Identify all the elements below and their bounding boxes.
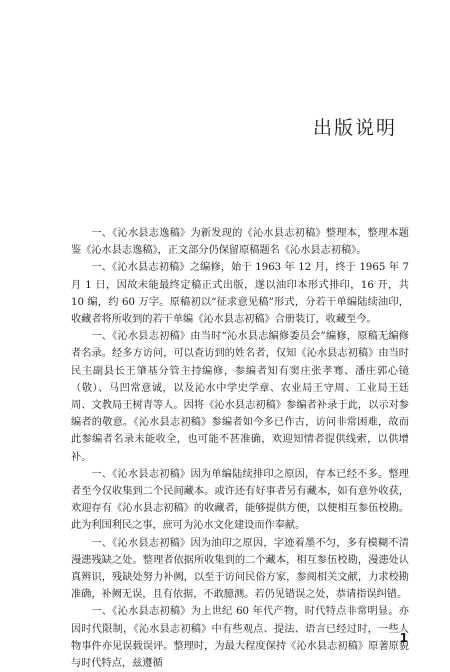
paragraph-1: 一、《沁水县志逸稿》为新发现的《沁水县志初稿》整理本，整理本题鉴《沁水县志逸稿》，正文部分仍保留原稿题名《沁水县志初稿》。 bbox=[71, 228, 409, 257]
page-number: 1 bbox=[399, 631, 408, 645]
body-text bbox=[71, 225, 409, 672]
page-title: 出版说明 bbox=[313, 117, 398, 139]
paragraph-5: 一、《沁水县志初稿》因为油印之原因，字迹着墨不匀，多有模糊不清漫漶残缺之处。整理者依据所收集到的二个藏本，相互参伍校勘，漫漶处认真辨识，残缺处努力补阙，以至于访问民俗方家，参阅相关文献，力求校勘准确，补阙无误，且有依据，不敢臆测。若仍见错误之处，恭请指误纠错。 bbox=[71, 537, 409, 601]
paragraph-2: 一、《沁水县志初稿》之编修，始于 1963 年 12 月，终于 1965 年 7 月 1 日，因故未能最终定稿正式出版，遂以油印本形式排印，16 开，共 10 编，约 60 万字。原稿初以“征求意见稿”形式，分若干单编陆续油印，收藏者将所收到的若干单编《沁水县志初稿》合册装订，收藏至今。 bbox=[71, 262, 409, 326]
paragraph-4: 一、《沁水县志初稿》因为单编陆续排印之原因，存本已经不多。整理者至今仅收集到二个民间藏本。或许还有好事者另有藏本，如有意外收获，欢迎存有《沁水县志初稿》的收藏者，能够提供方便，以便相互参伍校勘。此为利国利民之事，庶可为沁水文化建设而作奉献。 bbox=[71, 468, 409, 532]
paragraph-3: 一、《沁水县志初稿》由当时“沁水县志编修委员会”编修，原稿无编修者名录。经多方访问，可以查访到的姓名者，仅知《沁水县志初稿》由当时民主副县长王肇基分管主持编修，参编者知有窦庄张孝骞、潘庄郭心镜（敬）、马凹常意诚，以及沁水中学史学章、农业局王守周、工业局王廷周、文教局王树青等人。因将《沁水县志初稿》参编者补录于此，以示对参编者的敬意。《沁水县志初稿》参编者如今多已作古，访问非常困难，故而此参编者名录未能收全，也可能不甚准确，欢迎知情者提供线索，以供增补。 bbox=[71, 331, 409, 463]
paragraph-6: 一、《沁水县志初稿》为上世纪 60 年代产物，时代特点非常明显。亦因时代限制，《沁水县志初稿》中有些观点、提法、语言已经过时，一些人物事件亦见误载误评。整理时，为最大程度保持《沁水县志初稿》原著原貌与时代特点，兹遵循 bbox=[71, 606, 409, 670]
